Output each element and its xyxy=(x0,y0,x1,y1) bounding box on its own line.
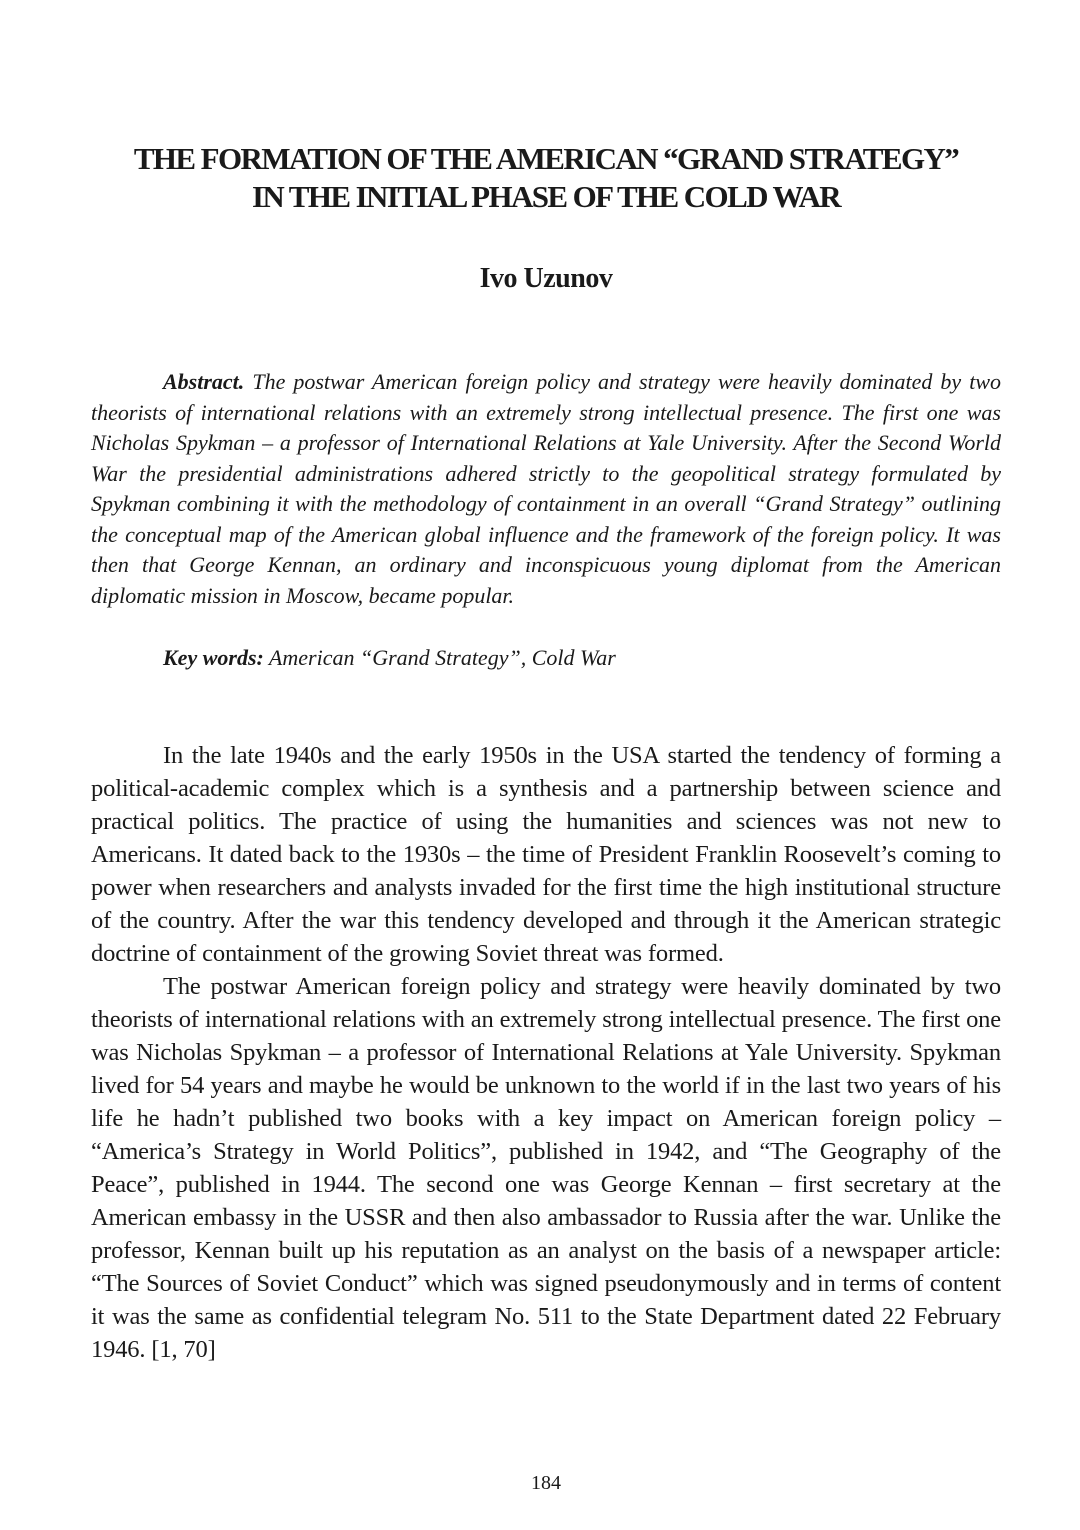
title-line-2: IN THE INITIAL PHASE OF THE COLD WAR xyxy=(251,179,841,214)
body-text xyxy=(91,739,1001,1366)
page-number: 184 xyxy=(531,1472,561,1494)
keywords-text: American “Grand Strategy”, Cold War xyxy=(263,645,616,670)
body-paragraph-1: In the late 1940s and the early 1950s in the USA started the tendency of forming a political-academic complex which is a synthesis and a partnership between science and practical politics. The practice of using the humanities and sciences was not new to Americans. It dated back to the 1930s – the time of President Franklin Roosevelt’s coming to power when researchers and analysts invaded for the first time the high institutional structure of the country. After the war this tendency developed and through it the American strategic doctrine of containment of the growing Soviet threat was formed. xyxy=(91,742,1001,967)
abstract-text: The postwar American foreign policy and strategy were heavily dominated by two theorists of international relations with an extremely strong intellectual presence. The first one was Nicholas Spykman – a professor of International Relations at Yale University. After the Second World War the presidential administrations adhered strictly to the geopolitical strategy formulated by Spykman combining it with the methodology of containment in an overall “Grand Strategy” outlining the conceptual map of the American global influence and the framework of the foreign policy. It was then that George Kennan, an ordinary and inconspicuous young diplomat from the American diplomatic mission in Moscow, became popular. xyxy=(91,369,1001,608)
author-name: Ivo Uzunov xyxy=(479,263,613,294)
keywords-label: Key words: xyxy=(163,645,264,670)
paper-title xyxy=(91,140,1001,216)
body-paragraph-2: The postwar American foreign policy and strategy were heavily dominated by two theorists of international relations with an extremely strong intellectual presence. The first one was Nicholas Spykman – a professor of International Relations at Yale University. Spykman lived for 54 years and maybe he would be unknown to the world if in the last two years of his life he hadn’t published two books with a key impact on American foreign policy – “America’s Strategy in World Politics”, published in 1942, and “The Geography of the Peace”, published in 1944. The second one was George Kennan – first secretary at the American embassy in the USSR and then also ambassador to Russia after the war. Unlike the professor, Kennan built up his reputation as an analyst on the basis of a newspaper article: “The Sources of Soviet Conduct” which was signed pseudonymously and in terms of content it was the same as confidential telegram No. 511 to the State Department dated 22 February 1946. [1, 70] xyxy=(91,973,1001,1363)
keywords xyxy=(91,643,1001,674)
abstract-label: Abstract. xyxy=(163,369,245,394)
abstract xyxy=(91,367,1001,611)
title-line-1: THE FORMATION OF THE AMERICAN “GRAND STRATEGY” xyxy=(133,141,959,176)
